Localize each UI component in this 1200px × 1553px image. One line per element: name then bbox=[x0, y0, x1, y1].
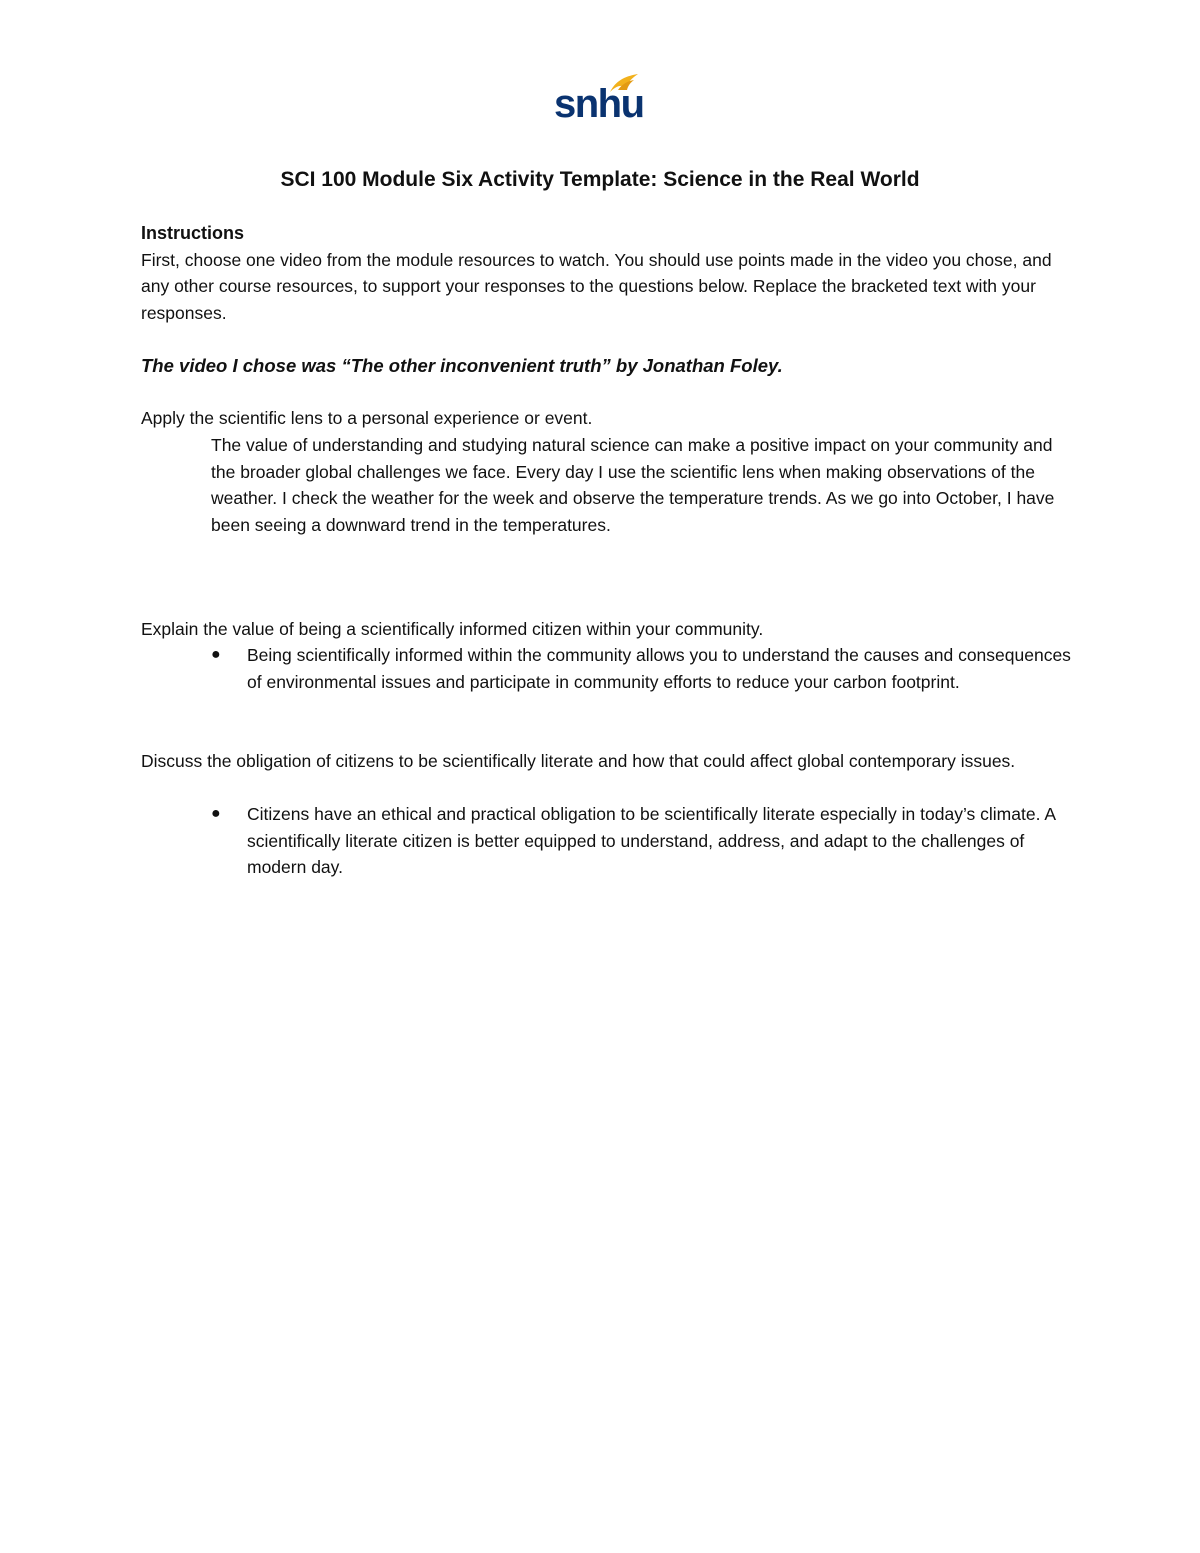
question-3-prompt: Discuss the obligation of citizens to be scientifically literate and how that could affect global contemporary issues. bbox=[141, 751, 1016, 771]
instructions-heading: Instructions bbox=[141, 223, 245, 243]
question-1-response: The value of understanding and studying natural science can make a positive impact on your community and the broader global challenges we face. Every day I use the scientific lens when making observations of the weather. I check the weather for the week and observe the temperature trends. As we go into October, I have been seeing a downward trend in the temperatures. bbox=[211, 435, 1055, 535]
question-2-prompt: Explain the value of being a scientifically informed citizen within your community. bbox=[141, 619, 764, 639]
instructions-section bbox=[141, 220, 1071, 326]
question-1-prompt: Apply the scientific lens to a personal experience or event. bbox=[141, 408, 593, 428]
snhu-logo bbox=[550, 72, 646, 134]
bullet-icon: ● bbox=[211, 646, 221, 663]
instructions-body: First, choose one video from the module resources to watch. You should use points made in the video you chose, and any other course resources, to support your responses to the questions below. Replace the bracketed text with your responses. bbox=[141, 249, 1052, 323]
question-2-response: Being scientifically informed within the community allows you to understand the causes and consequences of environmental issues and participate in community efforts to reduce your carbon footprint. bbox=[247, 645, 1071, 692]
bullet-icon: ● bbox=[211, 805, 221, 822]
logo-wordmark: snhu bbox=[554, 82, 644, 126]
question-3-response: Citizens have an ethical and practical obligation to be scientifically literate especially in today’s climate. A scientifically literate citizen is better equipped to understand, address, and adapt to the challenges of modern day. bbox=[247, 804, 1056, 877]
page-title: SCI 100 Module Six Activity Template: Science in the Real World bbox=[280, 168, 920, 191]
video-statement: The video I chose was “The other inconvenient truth” by Jonathan Foley. bbox=[141, 355, 783, 376]
